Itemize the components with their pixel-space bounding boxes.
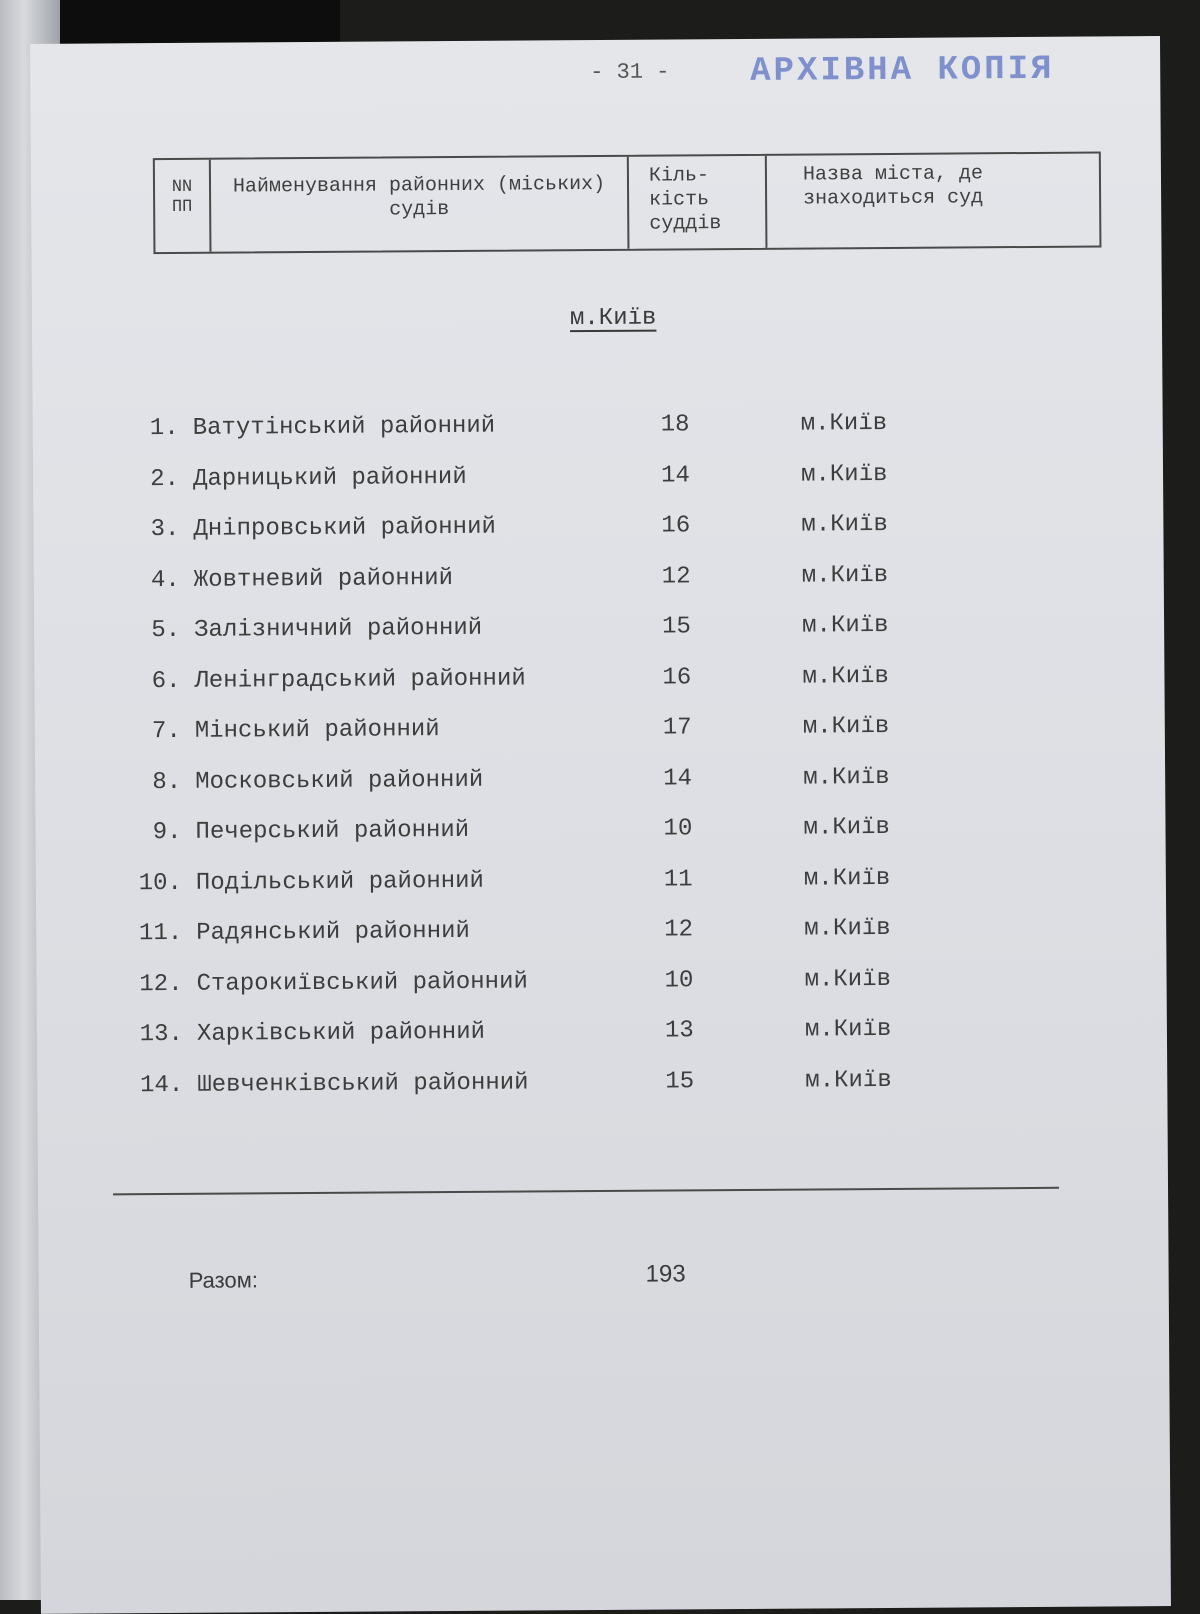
table-row (34, 610, 1134, 652)
total-value: 193 (645, 1260, 686, 1288)
court-name: Ленінградський районний (194, 664, 526, 695)
row-number: 10. (138, 869, 182, 897)
table-row (33, 509, 1133, 551)
judge-count: 17 (662, 714, 692, 742)
judge-count: 18 (660, 411, 690, 439)
table-row (34, 661, 1134, 703)
row-number: 6. (151, 667, 181, 695)
row-number: 5. (151, 616, 181, 645)
court-name: Жовтневий районний (193, 564, 454, 594)
judge-count: 16 (662, 663, 692, 692)
row-number: 2. (150, 465, 180, 493)
court-name: Шевченківський районний (197, 1068, 529, 1099)
table-row (33, 408, 1133, 450)
court-name: Дніпровський районний (193, 513, 496, 543)
header-city: Назва міста, де знаходиться суд (802, 162, 984, 211)
court-city: м.Київ (802, 662, 889, 691)
judge-count: 14 (663, 764, 693, 793)
total-label: Разом: (188, 1267, 258, 1293)
court-city: м.Київ (804, 914, 891, 943)
table-header (153, 151, 1102, 254)
row-number: 3. (150, 515, 180, 544)
header-number: NN ПП (155, 160, 212, 252)
page-number: - 31 - (590, 59, 670, 86)
judge-count: 12 (664, 916, 694, 944)
judge-count: 14 (660, 461, 690, 490)
judge-count: 11 (663, 865, 693, 894)
court-city: м.Київ (802, 611, 889, 640)
judge-count: 13 (664, 1017, 694, 1045)
table-row (37, 1014, 1137, 1056)
table-row (35, 711, 1135, 753)
court-city: м.Київ (804, 1015, 892, 1044)
divider-line (113, 1187, 1059, 1196)
court-city: м.Київ (803, 813, 891, 842)
judge-count: 15 (662, 613, 692, 641)
judge-count: 16 (661, 512, 691, 540)
court-name: Мінський районний (194, 716, 440, 745)
court-name: Московський районний (195, 766, 484, 796)
judge-count: 15 (665, 1067, 695, 1096)
court-city: м.Київ (804, 965, 892, 994)
archive-stamp: АРХІВНА КОПІЯ (750, 50, 1055, 91)
row-number: 4. (150, 566, 180, 594)
court-name: Старокиївський районний (196, 967, 528, 998)
table-row (37, 1065, 1137, 1107)
table-row (35, 762, 1135, 804)
court-city: м.Київ (803, 763, 890, 792)
row-number: 12. (139, 970, 183, 998)
row-number: 7. (151, 717, 181, 746)
court-name: Дарницький районний (192, 463, 467, 493)
judge-count: 12 (661, 562, 691, 591)
court-city: м.Київ (802, 712, 890, 741)
judge-count: 10 (663, 815, 693, 843)
court-name: Подільський районний (195, 867, 485, 897)
table-row (34, 560, 1134, 602)
table-row (35, 812, 1135, 854)
court-name: Харківський районний (196, 1018, 486, 1048)
header-court-name: Найменування районних (міських) судів (211, 157, 630, 252)
section-title: м.Київ (569, 304, 657, 333)
table-row (36, 964, 1136, 1006)
court-name: Ватутінський районний (192, 412, 496, 442)
row-number: 1. (149, 414, 179, 443)
court-city: м.Київ (803, 864, 891, 893)
court-city: м.Київ (805, 1066, 892, 1095)
document-page (30, 36, 1171, 1614)
row-number: 13. (139, 1020, 184, 1049)
court-city: м.Київ (800, 409, 888, 438)
court-city: м.Київ (801, 561, 889, 590)
table-row (36, 863, 1136, 905)
court-city: м.Київ (801, 510, 888, 539)
row-number: 11. (138, 919, 183, 948)
row-number: 8. (152, 768, 182, 796)
court-name: Печерський районний (195, 816, 470, 846)
judge-count: 10 (664, 966, 694, 995)
table-row (33, 459, 1133, 501)
row-number: 9. (152, 818, 182, 847)
court-name: Радянський районний (196, 917, 470, 947)
header-judge-count: Кіль-кість суддів (629, 156, 768, 249)
row-number: 14. (139, 1071, 184, 1099)
table-row (36, 913, 1136, 955)
court-name: Залізничний районний (194, 614, 483, 644)
court-city: м.Київ (800, 460, 888, 489)
